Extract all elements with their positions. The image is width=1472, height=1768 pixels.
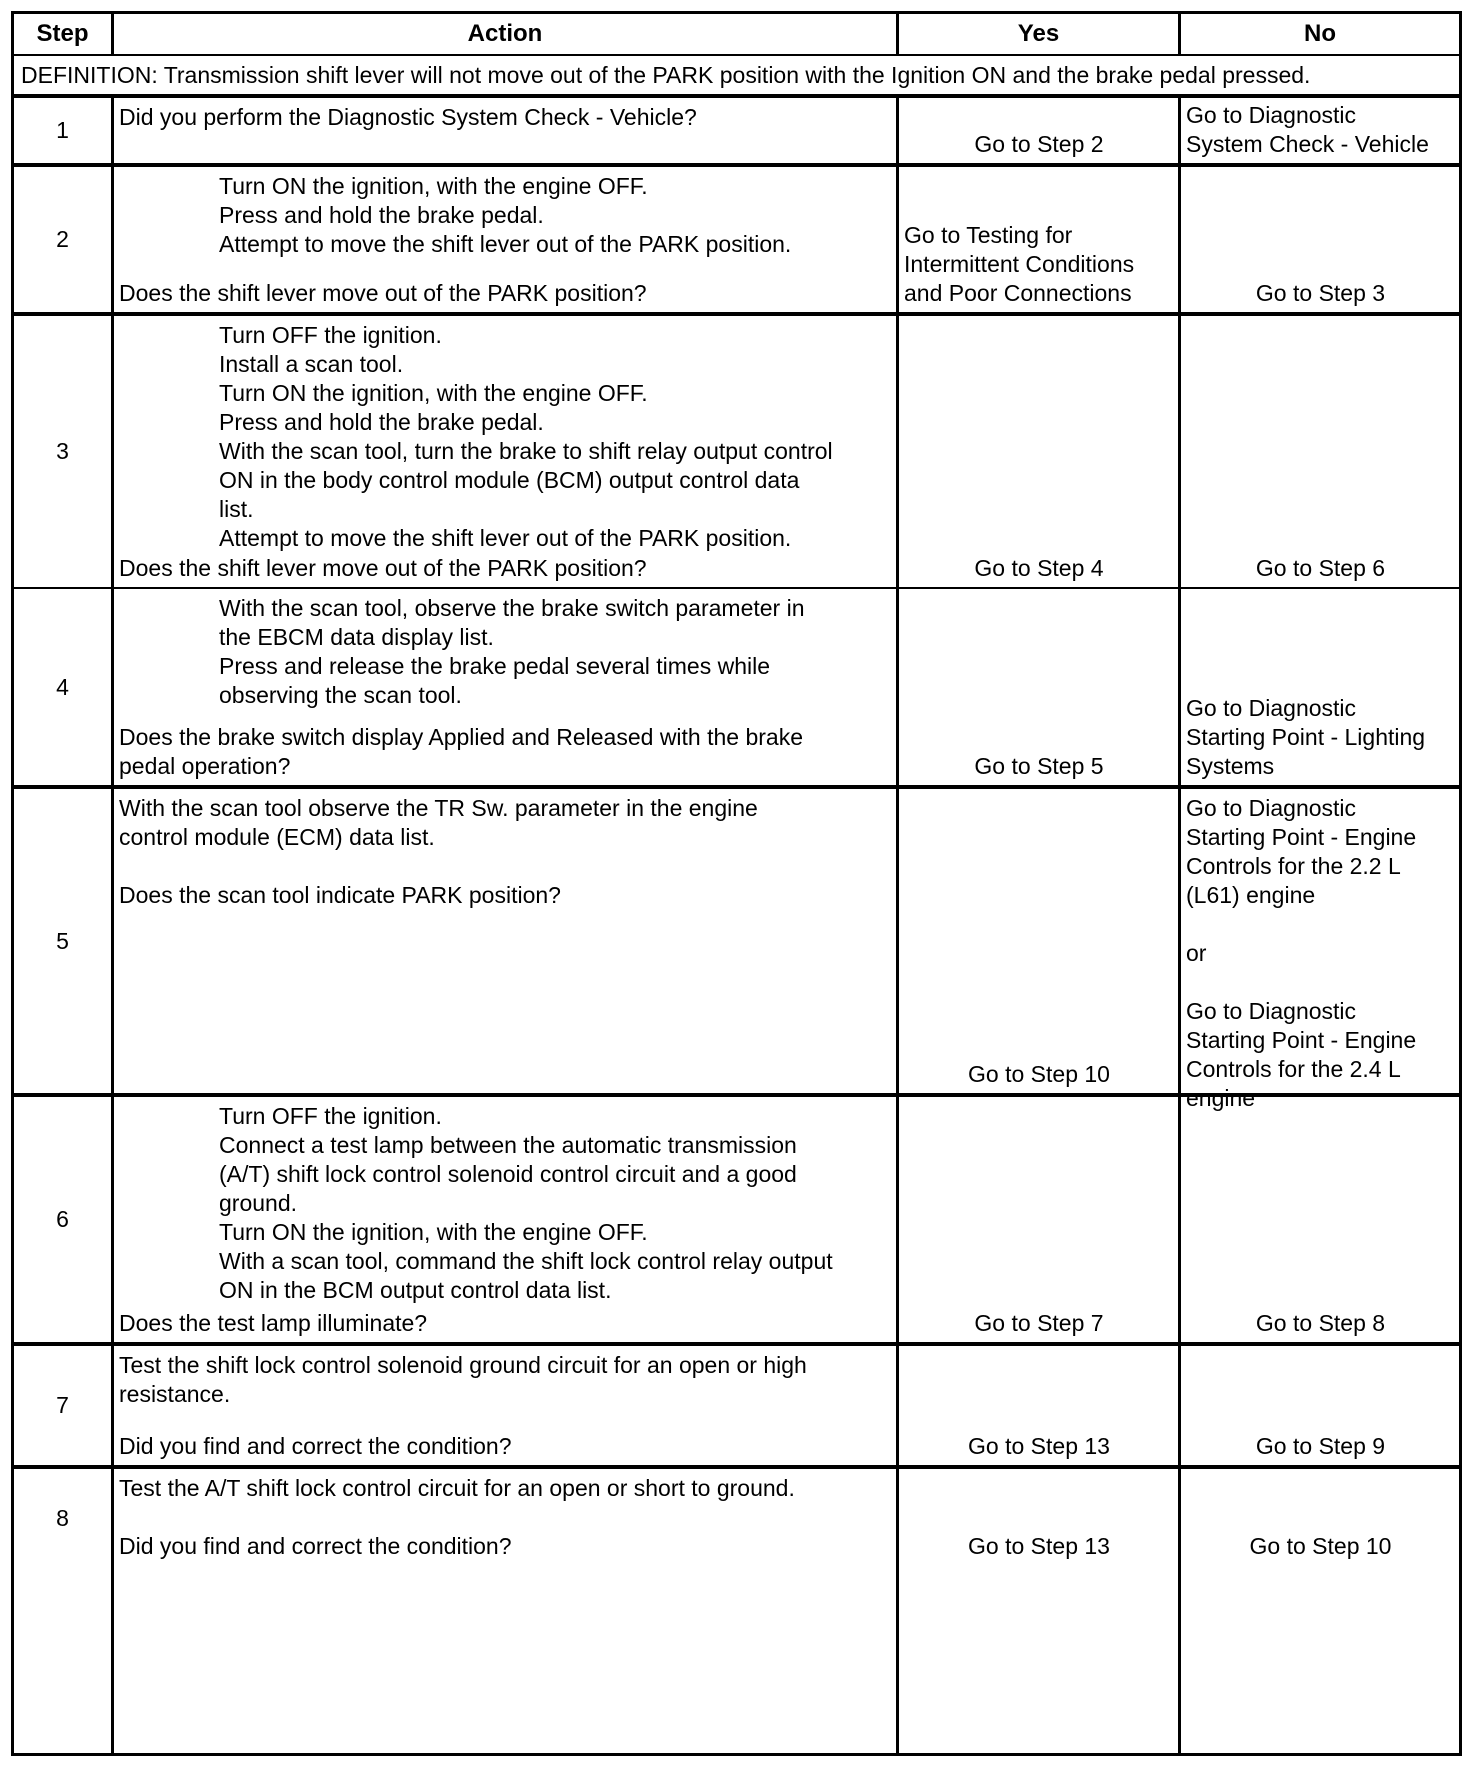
diagnostic-table [11, 11, 1462, 1756]
step-question: Does the shift lever move out of the PARK position? [119, 555, 647, 581]
no-line: Go to Diagnostic [1186, 695, 1357, 721]
action-steps [119, 1474, 892, 1561]
step-yes [899, 1097, 1181, 1342]
step-action [114, 1469, 899, 1753]
yes-result [904, 221, 1174, 308]
action-steps [119, 172, 892, 259]
no-result: Go to Step 3 [1255, 280, 1386, 306]
table-row [14, 98, 1459, 167]
header-action: Action [114, 14, 899, 54]
no-line: Systems [1186, 753, 1275, 779]
action-line: With the scan tool, observe the brake switch parameter in [219, 595, 805, 621]
action-line: Turn ON the ignition, with the engine OFF. [219, 1219, 648, 1245]
no-line: Go to Diagnostic [1186, 795, 1357, 821]
step-question: Does the shift lever move out of the PARK position? [119, 280, 647, 306]
step-no [1181, 1346, 1459, 1465]
action-line: ground. [219, 1190, 298, 1216]
step-no [1181, 589, 1459, 785]
step-yes [899, 589, 1181, 785]
step-action [114, 167, 899, 312]
yes-result: Go to Step 5 [974, 753, 1104, 779]
yes-line: and Poor Connections [904, 280, 1132, 306]
action-line: resistance. [119, 1381, 231, 1407]
no-result [1186, 101, 1455, 159]
action-steps [119, 594, 892, 710]
step-action [114, 1346, 899, 1465]
action-line: Press and hold the brake pedal. [219, 202, 544, 228]
step-question: Did you find and correct the condition? [119, 1533, 512, 1559]
step-yes [899, 167, 1181, 312]
action-steps [119, 1102, 892, 1305]
action-steps [119, 794, 892, 910]
yes-result: Go to Step 13 [968, 1433, 1110, 1459]
no-line: engine [1186, 1085, 1256, 1111]
step-number: 5 [14, 789, 114, 1093]
header-step: Step [14, 14, 114, 54]
table-row [14, 789, 1459, 1111]
no-result: Go to Step 9 [1255, 1433, 1386, 1459]
no-result: Go to Step 6 [1255, 555, 1386, 581]
step-no [1181, 316, 1459, 587]
question-line: Does the brake switch display Applied and Released with the brake [119, 724, 804, 750]
step-yes [899, 1469, 1181, 1753]
action-line: Connect a test lamp between the automatic transmission [219, 1132, 797, 1158]
no-line: Starting Point - Engine [1186, 1027, 1417, 1053]
action-line: Turn OFF the ignition. [219, 322, 442, 348]
table-row [14, 1469, 1459, 1753]
action-line: Press and hold the brake pedal. [219, 409, 544, 435]
step-no [1181, 1097, 1459, 1342]
yes-result: Go to Step 2 [974, 131, 1104, 157]
action-line: Press and release the brake pedal several times while [219, 653, 771, 679]
step-question [119, 723, 892, 781]
yes-result: Go to Step 10 [968, 1061, 1110, 1087]
table-header-row [14, 14, 1459, 56]
step-question: Does the scan tool indicate PARK position? [119, 882, 561, 908]
definition-text: DEFINITION: Transmission shift lever will not move out of the PARK position with the Ignition ON and the brake pedal pressed. [21, 62, 1311, 88]
table-row [14, 1346, 1459, 1469]
action-line: ON in the BCM output control data list. [219, 1277, 612, 1303]
action-line: (A/T) shift lock control solenoid control circuit and a good [219, 1161, 797, 1187]
action-line: control module (ECM) data list. [119, 824, 435, 850]
step-number: 8 [14, 1469, 114, 1753]
action-steps [119, 1351, 892, 1409]
step-number: 1 [14, 98, 114, 163]
step-question: Did you find and correct the condition? [119, 1433, 512, 1459]
action-line: With the scan tool, turn the brake to shift relay output control [219, 438, 833, 464]
no-result [1186, 794, 1455, 1113]
yes-line: Go to Testing for [904, 222, 1073, 248]
no-result: Go to Step 10 [1249, 1533, 1392, 1559]
no-line: Controls for the 2.2 L [1186, 853, 1401, 879]
table-row [14, 589, 1459, 789]
action-line: With a scan tool, command the shift lock control relay output [219, 1248, 833, 1274]
step-question: Did you perform the Diagnostic System Check - Vehicle? [119, 104, 697, 130]
step-number: 2 [14, 167, 114, 312]
step-no [1181, 789, 1459, 1111]
yes-result: Go to Step 4 [974, 555, 1104, 581]
step-no [1181, 1469, 1459, 1753]
action-line: Attempt to move the shift lever out of the PARK position. [219, 525, 792, 551]
step-action [114, 1097, 899, 1342]
no-result [1186, 694, 1455, 781]
header-no: No [1304, 20, 1336, 47]
table-row [14, 316, 1459, 589]
table-row [14, 167, 1459, 316]
definition-row [14, 56, 1459, 98]
action-line: ON in the body control module (BCM) output control data [219, 467, 800, 493]
step-number: 7 [14, 1346, 114, 1465]
header-yes: Yes [899, 14, 1181, 54]
action-line: Attempt to move the shift lever out of the PARK position. [219, 231, 792, 257]
no-result: Go to Step 8 [1255, 1310, 1386, 1336]
action-line: observing the scan tool. [219, 682, 462, 708]
action-line: Turn ON the ignition, with the engine OFF. [219, 173, 648, 199]
action-line: the EBCM data display list. [219, 624, 494, 650]
step-yes [899, 316, 1181, 587]
action-line: Test the A/T shift lock control circuit for an open or short to ground. [119, 1475, 795, 1501]
question-line: pedal operation? [119, 753, 291, 779]
step-action [114, 316, 899, 587]
no-line: System Check - Vehicle [1186, 131, 1429, 157]
action-line: list. [219, 496, 254, 522]
yes-line: Intermittent Conditions [904, 251, 1135, 277]
no-or: or [1186, 940, 1207, 966]
yes-result: Go to Step 7 [974, 1310, 1104, 1336]
yes-result: Go to Step 13 [968, 1533, 1110, 1559]
step-action [114, 589, 899, 785]
step-yes [899, 789, 1181, 1093]
action-line: Test the shift lock control solenoid ground circuit for an open or high [119, 1352, 807, 1378]
no-line: Go to Diagnostic [1186, 998, 1357, 1024]
no-line: Go to Diagnostic [1186, 102, 1357, 128]
no-line: Starting Point - Lighting [1186, 724, 1426, 750]
step-number: 3 [14, 316, 114, 587]
action-steps [119, 321, 892, 553]
step-number: 4 [14, 589, 114, 785]
step-number: 6 [14, 1097, 114, 1342]
table-row [14, 1097, 1459, 1346]
step-question: Does the test lamp illuminate? [119, 1310, 428, 1336]
no-line: Controls for the 2.4 L [1186, 1056, 1401, 1082]
step-yes [899, 1346, 1181, 1465]
step-action [114, 789, 899, 1093]
step-no [1181, 98, 1459, 163]
action-line: Turn OFF the ignition. [219, 1103, 442, 1129]
step-yes [899, 98, 1181, 163]
no-line: Starting Point - Engine [1186, 824, 1417, 850]
action-line: With the scan tool observe the TR Sw. parameter in the engine [119, 795, 758, 821]
action-line: Install a scan tool. [219, 351, 404, 377]
action-line: Turn ON the ignition, with the engine OFF. [219, 380, 648, 406]
step-no [1181, 167, 1459, 312]
step-action [114, 98, 899, 163]
no-line: (L61) engine [1186, 882, 1316, 908]
